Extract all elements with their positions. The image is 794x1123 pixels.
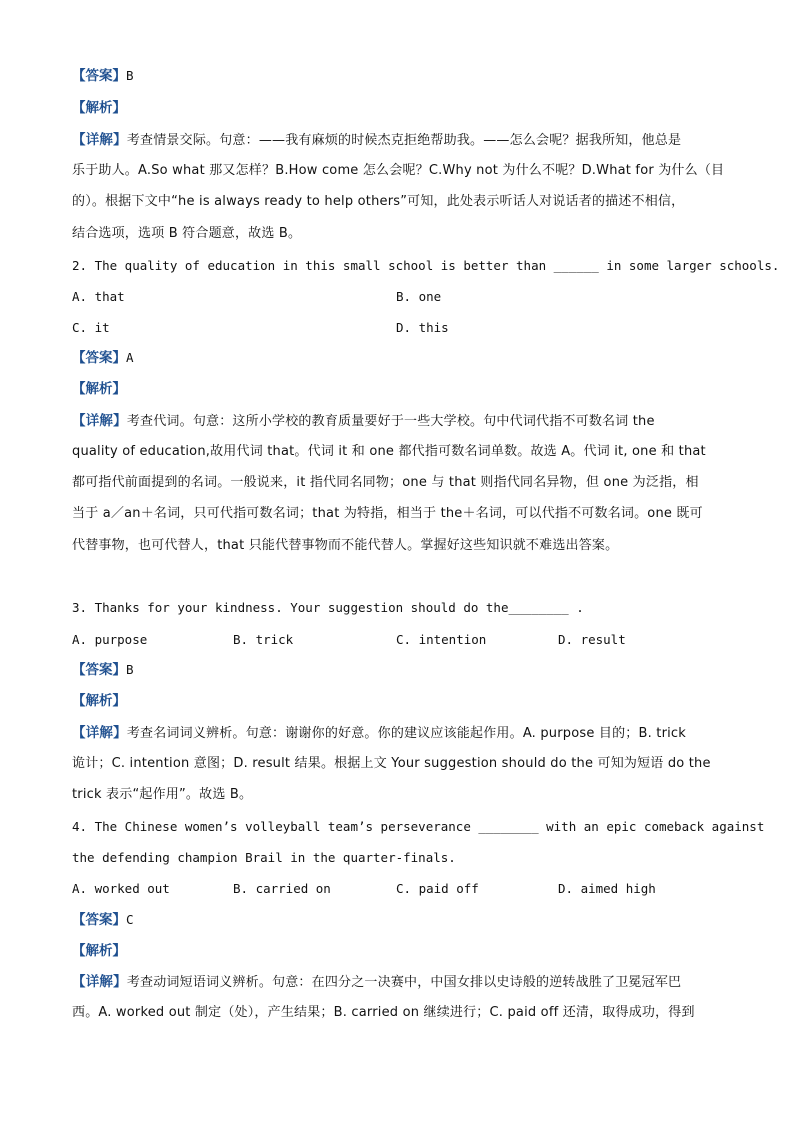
q4-detail-line-1: 【详解】考查动词短语词义辨析。句意：在四分之一决赛中，中国女排以史诗般的逆转战胜了卫冕冠军巴 bbox=[72, 974, 682, 990]
q1-detail-line-1: 【详解】考查情景交际。句意：——我有麻烦的时候杰克拒绝帮助我。——怎么会呢？据我所知，他总是 bbox=[72, 132, 682, 148]
answer-label: 【答案】 bbox=[72, 350, 126, 366]
q3-answer-line bbox=[72, 662, 722, 678]
q4-stem-line-2: the defending champion Brail in the quarter-finals. bbox=[72, 850, 456, 865]
q4-option-c: C. paid off bbox=[396, 881, 479, 896]
q2-detail-line-2: quality of education,故用代词 that。代词 it 和 one 都代指可数名词单数。故选 A。代词 it, one 和 that bbox=[72, 444, 706, 459]
q1-detail-line-3: 的）。根据下文中“he is always ready to help others”可知，此处表示听话人对说话者的描述不相信， bbox=[72, 194, 685, 209]
q1-detail-line-4: 结合选项，选项 B 符合题意，故选 B。 bbox=[72, 226, 302, 241]
q4-stem-line-1: 4. The Chinese women’s volleyball team’s perseverance ________ with an epic comeback against bbox=[72, 819, 765, 834]
q2-detail-line-5: 代替事物，也可代替人，that 只能代替事物而不能代替人。掌握好这些知识就不难选出答案。 bbox=[72, 538, 619, 553]
q4-option-d: D. aimed high bbox=[558, 881, 656, 896]
q1-detail-line-2: 乐于助人。A.So what 那又怎样？B.How come 怎么会呢？C.Why not 为什么不呢？D.What for 为什么（目 bbox=[72, 163, 725, 178]
q3-option-b: B. trick bbox=[233, 632, 294, 647]
q2-detail-line-3: 都可指代前面提到的名词。一般说来，it 指代同名同物；one 与 that 则指代同名异物，但 one 为泛指，相 bbox=[72, 475, 699, 490]
q2-analysis-heading bbox=[72, 381, 722, 397]
q4-option-a: A. worked out bbox=[72, 881, 170, 896]
q2-detail-line-4: 当于 a／an＋名词，只可代指可数名词；that 为特指，相当于 the＋名词，可以代指不可数名词。one 既可 bbox=[72, 506, 703, 521]
q2-answer: A bbox=[126, 350, 134, 365]
q2-option-a: A. that bbox=[72, 289, 125, 304]
detail-label: 【详解】 bbox=[72, 974, 127, 990]
q4-detail-line-2: 西。A. worked out 制定（处），产生结果；B. carried on 继续进行；C. paid off 还清，取得成功，得到 bbox=[72, 1005, 695, 1020]
q2-option-c: C. it bbox=[72, 320, 110, 335]
q2-options-row-2 bbox=[72, 320, 722, 336]
detail-label: 【详解】 bbox=[72, 725, 127, 741]
answer-label: 【答案】 bbox=[72, 912, 126, 928]
q2-detail-line-1: 【详解】考查代词。句意：这所小学校的教育质量要好于一些大学校。句中代词代指不可数名词 the bbox=[72, 413, 655, 429]
detail-label: 【详解】 bbox=[72, 413, 127, 429]
q4-option-b: B. carried on bbox=[233, 881, 331, 896]
q2-stem: 2. The quality of education in this small school is better than ______ in some larger schools. bbox=[72, 258, 780, 273]
q2-answer-line bbox=[72, 350, 722, 366]
q4-answer-line bbox=[72, 912, 722, 928]
q3-detail-line-3: trick 表示“起作用”。故选 B。 bbox=[72, 787, 253, 802]
q1-analysis-heading bbox=[72, 100, 722, 116]
q3-detail-line-1: 【详解】考查名词词义辨析。句意：谢谢你的好意。你的建议应该能起作用。A. purpose 目的；B. trick bbox=[72, 725, 686, 741]
q3-stem: 3. Thanks for your kindness. Your suggestion should do the________ . bbox=[72, 600, 584, 615]
q4-answer: C bbox=[126, 912, 134, 927]
q4-options-row bbox=[72, 881, 722, 897]
q3-option-d: D. result bbox=[558, 632, 626, 647]
answer-label: 【答案】 bbox=[72, 68, 126, 84]
detail-label: 【详解】 bbox=[72, 132, 127, 148]
q3-option-a: A. purpose bbox=[72, 632, 148, 647]
analysis-label: 【解析】 bbox=[72, 381, 126, 397]
q1-answer-line bbox=[72, 68, 722, 84]
q3-options-row bbox=[72, 632, 722, 648]
q4-analysis-heading bbox=[72, 943, 722, 959]
q2-option-d: D. this bbox=[396, 320, 449, 335]
analysis-label: 【解析】 bbox=[72, 943, 126, 959]
q3-answer: B bbox=[126, 662, 134, 677]
q2-option-b: B. one bbox=[396, 289, 442, 304]
q1-answer: B bbox=[126, 68, 134, 83]
q2-options-row-1 bbox=[72, 289, 722, 305]
q3-analysis-heading bbox=[72, 693, 722, 709]
answer-label: 【答案】 bbox=[72, 662, 126, 678]
analysis-label: 【解析】 bbox=[72, 693, 126, 709]
analysis-label: 【解析】 bbox=[72, 100, 126, 116]
q3-option-c: C. intention bbox=[396, 632, 487, 647]
q3-detail-line-2: 诡计；C. intention 意图；D. result 结果。根据上文 Your suggestion should do the 可知为短语 do the bbox=[72, 756, 711, 771]
